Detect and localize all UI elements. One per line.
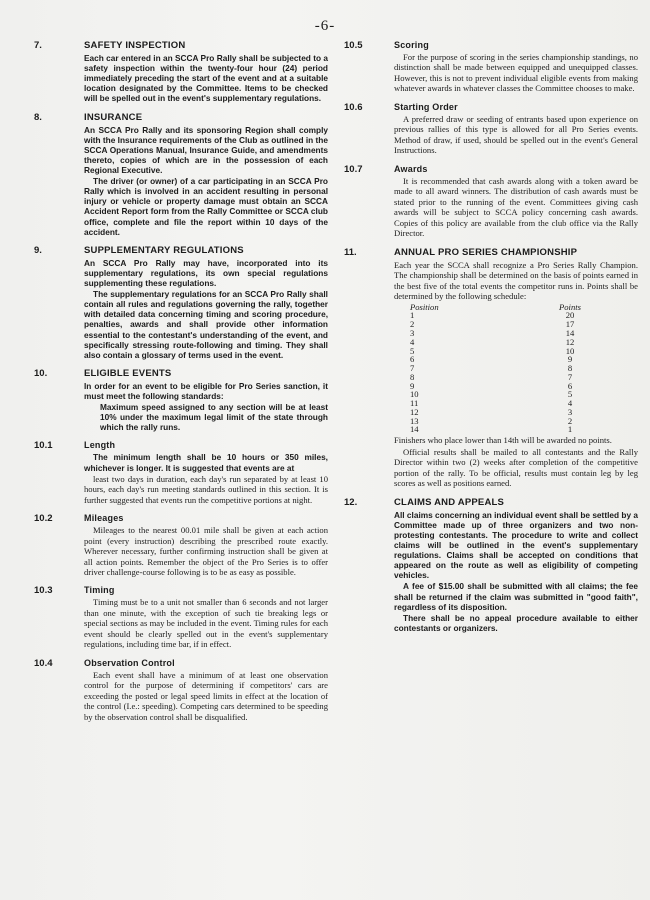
paragraph: The minimum length shall be 10 hours or 350 miles, whichever is longer. It is suggested that events are at — [84, 452, 328, 473]
position-cell: 14 — [410, 424, 419, 435]
section-annual-pro-series-championship — [344, 247, 638, 489]
points-cell: 2 — [567, 415, 573, 426]
page-number: -6- — [314, 18, 336, 34]
section-title: ELIGIBLE EVENTS — [84, 367, 172, 379]
paragraph: All claims concerning an individual event shall be settled by a Committee made up of three organizers and two non-protesting contestants. The procedure to write and collect claims will be outlined in the event's supplementary regulations. Claims shall be accepted on conditions that appeared on the route as well as eligibility of competing vehicles. — [394, 509, 638, 581]
position-cell: 3 — [410, 328, 415, 339]
section-title: Awards — [394, 163, 428, 174]
paragraph: Timing must be to a unit not smaller than 6 seconds and not larger than one minute, with the exception of such tie breaking legs or special sections as may be included in the event. Timing rules for each event should be clearly spelled out in the event's supplementary regulations, including time bar, if in effect. — [84, 597, 328, 650]
table-row — [394, 382, 604, 391]
section-title: ANNUAL PRO SERIES CHAMPIONSHIP — [394, 246, 578, 258]
points-cell: 8 — [567, 363, 573, 374]
points-cell: 3 — [567, 406, 573, 417]
points-cell: 9 — [567, 354, 573, 365]
section-title: INSURANCE — [84, 111, 143, 123]
paragraph: The driver (or owner) of a car participating in an SCCA Pro Rally which is involved in an accident resulting in personal injury or vehicle or property damage must obtain an SCCA Accident Report form from the Rally Committee or SCCA club office, complete and file the report within 10 days of the accident. — [84, 176, 328, 237]
section-number: 10.2 — [34, 513, 53, 525]
position-cell: 9 — [410, 380, 415, 391]
section-title: Length — [84, 440, 116, 451]
section-safety-inspection — [34, 40, 328, 104]
section-scoring — [344, 40, 638, 94]
section-starting-order — [344, 102, 638, 156]
section-number: 11. — [344, 246, 357, 258]
position-cell: 10 — [410, 389, 419, 400]
paragraph: The supplementary regulations for an SCCA Pro Rally shall contain all rules and regulations governing the rally, together with detailed data concerning timing and scoring procedure, penalties, awards and shall provide other information essential to the contestant's understanding of the event, and specifically stressing route-following and timing. They shall also contain a glossary of terms used in the event. — [84, 289, 328, 360]
points-cell: 12 — [565, 336, 575, 347]
right-column — [344, 40, 638, 641]
position-cell: 6 — [410, 354, 415, 365]
left-column — [34, 40, 328, 730]
position-cell: 12 — [410, 406, 419, 417]
points-table — [394, 303, 604, 434]
position-cell: 8 — [410, 371, 415, 382]
section-title: Starting Order — [394, 101, 458, 112]
table-row — [394, 399, 604, 408]
points-cell: 10 — [565, 345, 575, 356]
points-cell: 17 — [565, 319, 575, 330]
section-number: 7. — [34, 40, 42, 51]
paragraph: A fee of $15.00 shall be submitted with all claims; the fee shall be returned if the claim was submitted in "good faith", regardless of its disposition. — [394, 581, 638, 612]
section-number: 12. — [344, 496, 358, 508]
paragraph: Finishers who place lower than 14th will be awarded no points. — [394, 435, 612, 446]
position-cell: 11 — [410, 398, 419, 409]
table-row — [394, 390, 604, 399]
section-title: Timing — [84, 585, 115, 596]
section-title: SAFETY INSPECTION — [84, 40, 186, 51]
table-row — [394, 373, 604, 382]
position-cell: 4 — [410, 336, 415, 347]
section-timing — [34, 585, 328, 649]
paragraph: Each event shall have a minimum of at least one observation control for the purpose of determining if competitors' cars are exceeding the posted or legal speed limits in effect at the location of the control (I.e.: speeding). Competing cars determined to be speeding by the observation control shall be disqualified. — [84, 669, 328, 722]
section-number: 9. — [34, 244, 42, 256]
position-cell: 13 — [410, 415, 419, 426]
section-awards — [344, 164, 638, 239]
position-cell: 2 — [410, 319, 415, 330]
section-title: Observation Control — [84, 657, 175, 668]
section-number: 10. — [34, 367, 48, 379]
paragraph: Each year the SCCA shall recognize a Pro Series Rally Champion. The championship shall be determined on the basis of points earned in the best five of the total events the competitor runs in. Points shall be determined by the following schedule: — [394, 259, 638, 302]
position-cell: 5 — [410, 345, 415, 356]
section-number: 10.1 — [34, 440, 53, 452]
section-title: Scoring — [394, 40, 429, 50]
table-row — [394, 355, 604, 364]
section-length — [34, 440, 328, 505]
paragraph: For the purpose of scoring in the series championship standings, no distinction shall be made between equipped and unequipped classes. However, this is not to prevent individual eligible events from making whatever awards in whatever classes the Committee chooses to make. — [394, 52, 638, 94]
paragraph: Each car entered in an SCCA Pro Rally shall be subjected to a safety inspection within the twenty-four hour (24) period immediately preceding the start of the event and at a suitable location designated by the Committee. Items to be checked will be spelled out in the event's supplementary regulations. — [84, 53, 328, 104]
paragraph: Maximum speed assigned to any section will be at least 10% under the maximum legal limit of the state through which the rally runs. — [100, 402, 328, 433]
paragraph: Official results shall be mailed to all contestants and the Rally Director within two (2) weeks after completion of the competitive portion of the rally. To be official, results must contain leg by leg scores as well as positions earned. — [394, 446, 638, 489]
points-cell: 1 — [567, 424, 573, 435]
points-cell: 4 — [567, 398, 573, 409]
section-eligible-events — [34, 368, 328, 433]
section-supplementary-regulations — [34, 245, 328, 360]
paragraph: In order for an event to be eligible for Pro Series sanction, it must meet the following standards: — [84, 380, 328, 401]
section-title: SUPPLEMENTARY REGULATIONS — [84, 244, 244, 256]
paragraph: Mileages to the nearest 00.01 mile shall be given at each action point (every instruction) describing the prescribed route exactly. Wherever necessary, further confirming instruction shall be given at all action points. Remember the object of the Pro Series is to offer driver challenge-course following is to be as easy as possible. — [84, 525, 328, 577]
points-cell: 14 — [565, 328, 575, 339]
section-insurance — [34, 112, 328, 237]
table-row — [394, 417, 604, 426]
paragraph: It is recommended that cash awards along with a token award be made to all award winners. The distribution of cash awards must be stated prior to the running of the event. Committees giving cash awards will be subject to SCCA policy concerning cash awards. Copies of this policy are available from the club office via the Rally Director. — [394, 175, 638, 239]
paragraph: There shall be no appeal procedure available to either contestants or organizers. — [394, 612, 638, 633]
section-number: 10.6 — [344, 101, 363, 113]
section-mileages — [34, 513, 328, 577]
table-row — [394, 364, 604, 373]
section-number: 10.7 — [344, 163, 363, 175]
paragraph: A preferred draw or seeding of entrants based upon experience on previous rallies of this type is allowed for all Pro Series events. Method of draw, if used, should be spelled out in the event's General Instructions. — [394, 113, 638, 156]
section-observation-control — [34, 658, 328, 722]
column-header: Position — [410, 301, 439, 312]
column-header: Points — [559, 301, 581, 312]
section-title: Mileages — [84, 513, 124, 524]
paragraph: An SCCA Pro Rally and its sponsoring Region shall comply with the Insurance requirements of the Club as outlined in the SCCA Operations Manual, Insurance Guide, and amendments thereto, copies of which are in the possession of each Regional Executive. — [84, 124, 328, 175]
points-cell: 5 — [567, 389, 573, 400]
points-cell: 20 — [565, 310, 575, 321]
section-number: 10.3 — [34, 585, 53, 597]
table-row — [394, 408, 604, 417]
paragraph: least two days in duration, each day's run separated by at least 10 hours, each day's run meeting standards outlined in this section. It is further suggested that events run the competitive portions at night. — [84, 473, 328, 505]
points-cell: 6 — [567, 380, 573, 391]
position-cell: 1 — [410, 310, 415, 321]
position-cell: 7 — [410, 363, 415, 374]
section-title: CLAIMS AND APPEALS — [394, 496, 505, 508]
section-number: 8. — [34, 111, 42, 123]
section-number: 10.4 — [34, 657, 53, 669]
section-claims-and-appeals — [344, 497, 638, 633]
section-number: 10.5 — [344, 40, 363, 51]
paragraph: An SCCA Pro Rally may have, incorporated into its supplementary regulations, its own special regulations supplementing these regulations. — [84, 257, 328, 288]
table-row — [394, 425, 604, 434]
points-cell: 7 — [567, 371, 573, 382]
table-row — [394, 347, 604, 356]
